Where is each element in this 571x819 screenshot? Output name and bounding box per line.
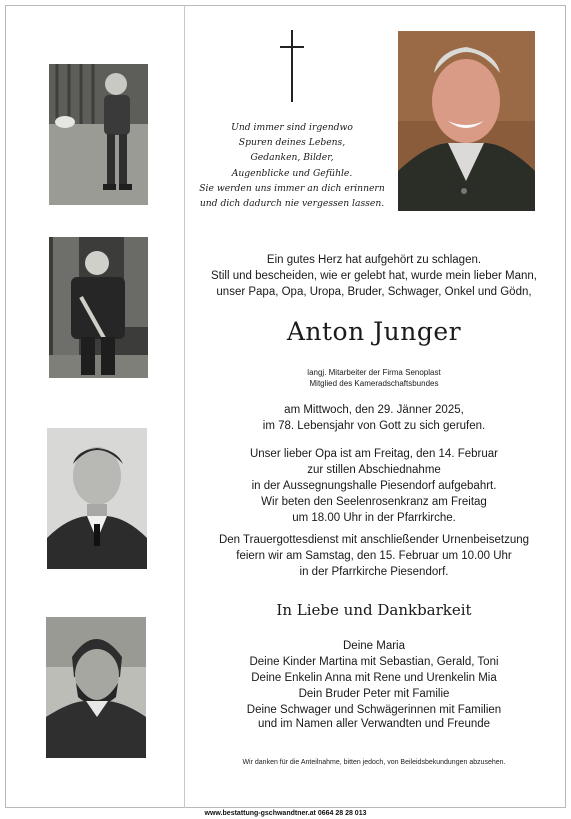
wake-info	[186, 446, 562, 526]
intro-text	[186, 252, 562, 300]
wake-line: in der Aussegnungshalle Piesendorf aufgebahrt.	[251, 480, 497, 492]
family-line: Dein Bruder Peter mit Familie	[298, 688, 450, 700]
closing-heading: In Liebe und Dankbarkeit	[276, 601, 472, 619]
service-line: feiern wir am Samstag, den 15. Februar um 10.00 Uhr	[236, 550, 512, 562]
family-line: Deine Enkelin Anna mit Rene und Urenkelin Mia	[251, 672, 497, 684]
poem-line: Sie werden uns immer an dich erinnern	[199, 182, 385, 194]
family-line: Deine Schwager und Schwägerinnen mit Familien	[246, 704, 502, 716]
service-info	[186, 532, 562, 580]
cross-symbol	[280, 30, 304, 102]
photo-portrait-color	[398, 31, 535, 211]
death-line: im 78. Lebensjahr von Gott zu sich gerufen.	[262, 420, 486, 432]
intro-line: Ein gutes Herz hat aufgehört zu schlagen.	[266, 254, 482, 266]
family-list	[186, 638, 562, 718]
column-divider	[184, 5, 185, 808]
poem-line: und dich dadurch nie vergessen lassen.	[199, 198, 385, 210]
relatives-line: und im Namen aller Verwandten und Freunde	[257, 718, 491, 730]
wake-line: Wir beten den Seelenrosenkranz am Freitag	[261, 496, 487, 508]
thanks-note: Wir danken für die Anteilnahme, bitten jedoch, von Beileidsbekundungen abzusehen.	[242, 759, 506, 766]
affiliation-line: langj. Mitarbeiter der Firma Senoplast	[307, 368, 441, 377]
wake-line: zur stillen Abschiednahme	[307, 464, 441, 476]
affiliations	[186, 367, 562, 389]
poem-line: Augenblicke und Gefühle.	[231, 167, 353, 179]
poem-line: Spuren deines Lebens,	[238, 137, 346, 149]
death-line: am Mittwoch, den 29. Jänner 2025,	[284, 404, 464, 416]
wake-line: Unser lieber Opa ist am Freitag, den 14. Februar	[249, 448, 498, 460]
memorial-poem	[192, 120, 392, 211]
photo-child-toddler	[49, 64, 148, 205]
photo-young-man	[47, 428, 147, 569]
affiliation-line: Mitglied des Kameradschaftsbundes	[309, 379, 439, 388]
deceased-name: Anton Junger	[286, 317, 462, 346]
family-line: Deine Maria	[343, 640, 405, 652]
poem-line: Und immer sind irgendwo	[231, 122, 353, 133]
service-line: Den Trauergottesdienst mit anschließender Urnenbeisetzung	[218, 534, 530, 546]
service-line: in der Pfarrkirche Piesendorf.	[299, 566, 449, 578]
intro-line: Still und bescheiden, wie er gelebt hat, wurde mein lieber Mann,	[210, 270, 538, 282]
footer-contact: www.bestattung-gschwandtner.at 0664 28 28 013	[204, 810, 367, 817]
wake-line: um 18.00 Uhr in der Pfarrkirche.	[292, 512, 456, 524]
family-line: Deine Kinder Martina mit Sebastian, Gerald, Toni	[249, 656, 499, 668]
death-notice	[186, 402, 562, 434]
photo-boy-school	[49, 237, 148, 378]
poem-line: Gedanken, Bilder,	[250, 152, 334, 164]
intro-line: unser Papa, Opa, Uropa, Bruder, Schwager, Onkel und Gödn,	[216, 286, 532, 298]
photo-bearded-man	[46, 617, 146, 758]
